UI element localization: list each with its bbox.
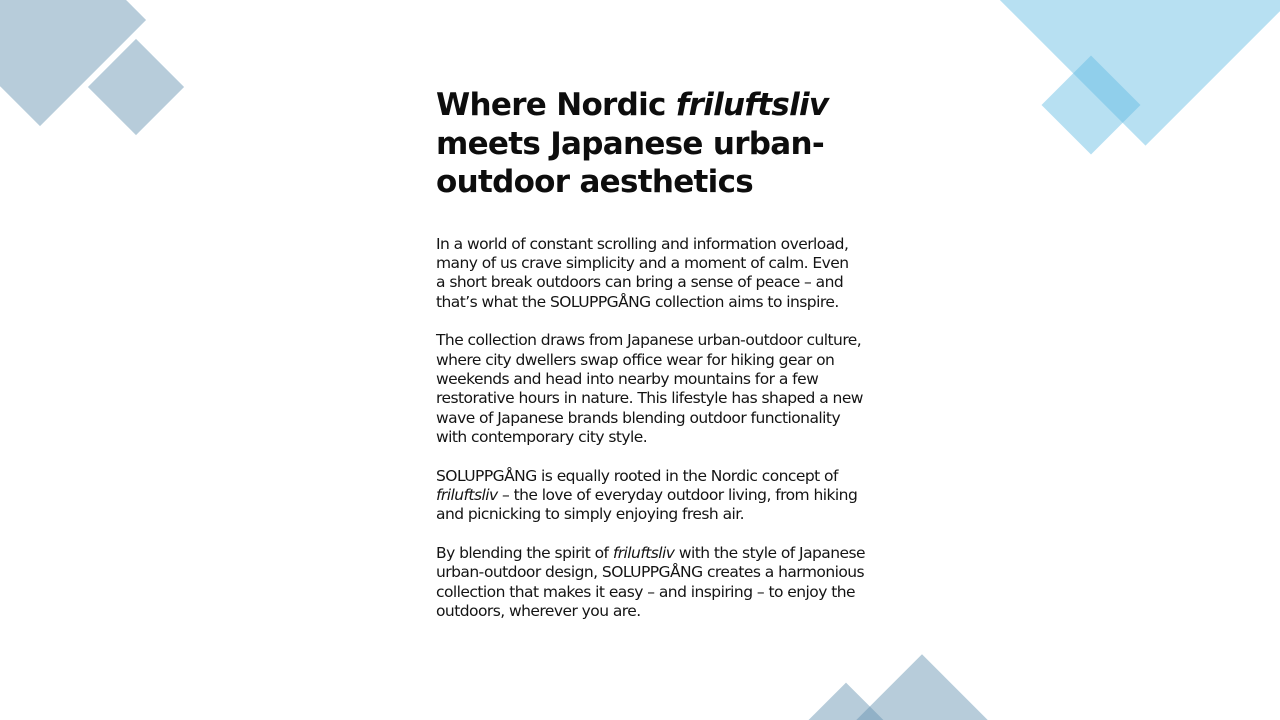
paragraph-line: outdoors, wherever you are.	[436, 602, 641, 620]
paragraph-line: collection that makes it easy – and inspiring – to enjoy the	[436, 582, 856, 601]
paragraph-line	[436, 486, 906, 505]
emphasis-friluftsliv: friluftsliv	[436, 485, 498, 504]
paragraph-japanese-culture	[436, 331, 906, 447]
emphasis-friluftsliv: friluftsliv	[612, 543, 675, 562]
article-content	[436, 86, 906, 640]
paragraph-line: SOLUPPGÅNG is equally rooted in the Nordic concept of	[436, 466, 838, 485]
paragraph-line	[436, 544, 906, 563]
paragraph-line: a short break outdoors can bring a sense of peace – and	[436, 273, 844, 292]
title-line-1	[436, 86, 906, 125]
paragraph-line: urban-outdoor design, SOLUPPGÅNG creates a harmonious	[436, 563, 865, 582]
title-text: Where Nordic	[436, 87, 676, 123]
paragraph-text: with the style of Japanese	[674, 543, 866, 562]
decorative-diamond-top-right-large	[979, 0, 1280, 146]
title-line-3: outdoor aesthetics	[436, 164, 754, 200]
page-title	[436, 86, 906, 202]
paragraph-line: many of us crave simplicity and a moment of calm. Even	[436, 253, 849, 272]
paragraph-text: By blending the spirit of	[436, 543, 613, 562]
paragraph-nordic-concept	[436, 467, 906, 525]
paragraph-line: The collection draws from Japanese urban-outdoor culture,	[436, 331, 862, 350]
paragraph-line: with contemporary city style.	[436, 428, 648, 447]
paragraph-conclusion	[436, 544, 906, 622]
paragraph-line: and picnicking to simply enjoying fresh air.	[436, 505, 745, 524]
paragraph-line: restorative hours in nature. This lifestyle has shaped a new	[436, 389, 863, 408]
paragraph-intro	[436, 235, 906, 313]
paragraph-text: – the love of everyday outdoor living, from hiking	[497, 485, 858, 504]
paragraph-line: In a world of constant scrolling and information overload,	[436, 234, 849, 253]
paragraph-line: where city dwellers swap office wear for hiking gear on	[436, 350, 835, 369]
title-line-2: meets Japanese urban-	[436, 125, 825, 162]
title-emphasis: friluftsliv	[675, 87, 829, 123]
paragraph-line: weekends and head into nearby mountains for a few	[436, 369, 819, 388]
paragraph-line: wave of Japanese brands blending outdoor functionality	[436, 408, 841, 427]
paragraph-line: that’s what the SOLUPPGÅNG collection aims to inspire.	[436, 292, 839, 311]
